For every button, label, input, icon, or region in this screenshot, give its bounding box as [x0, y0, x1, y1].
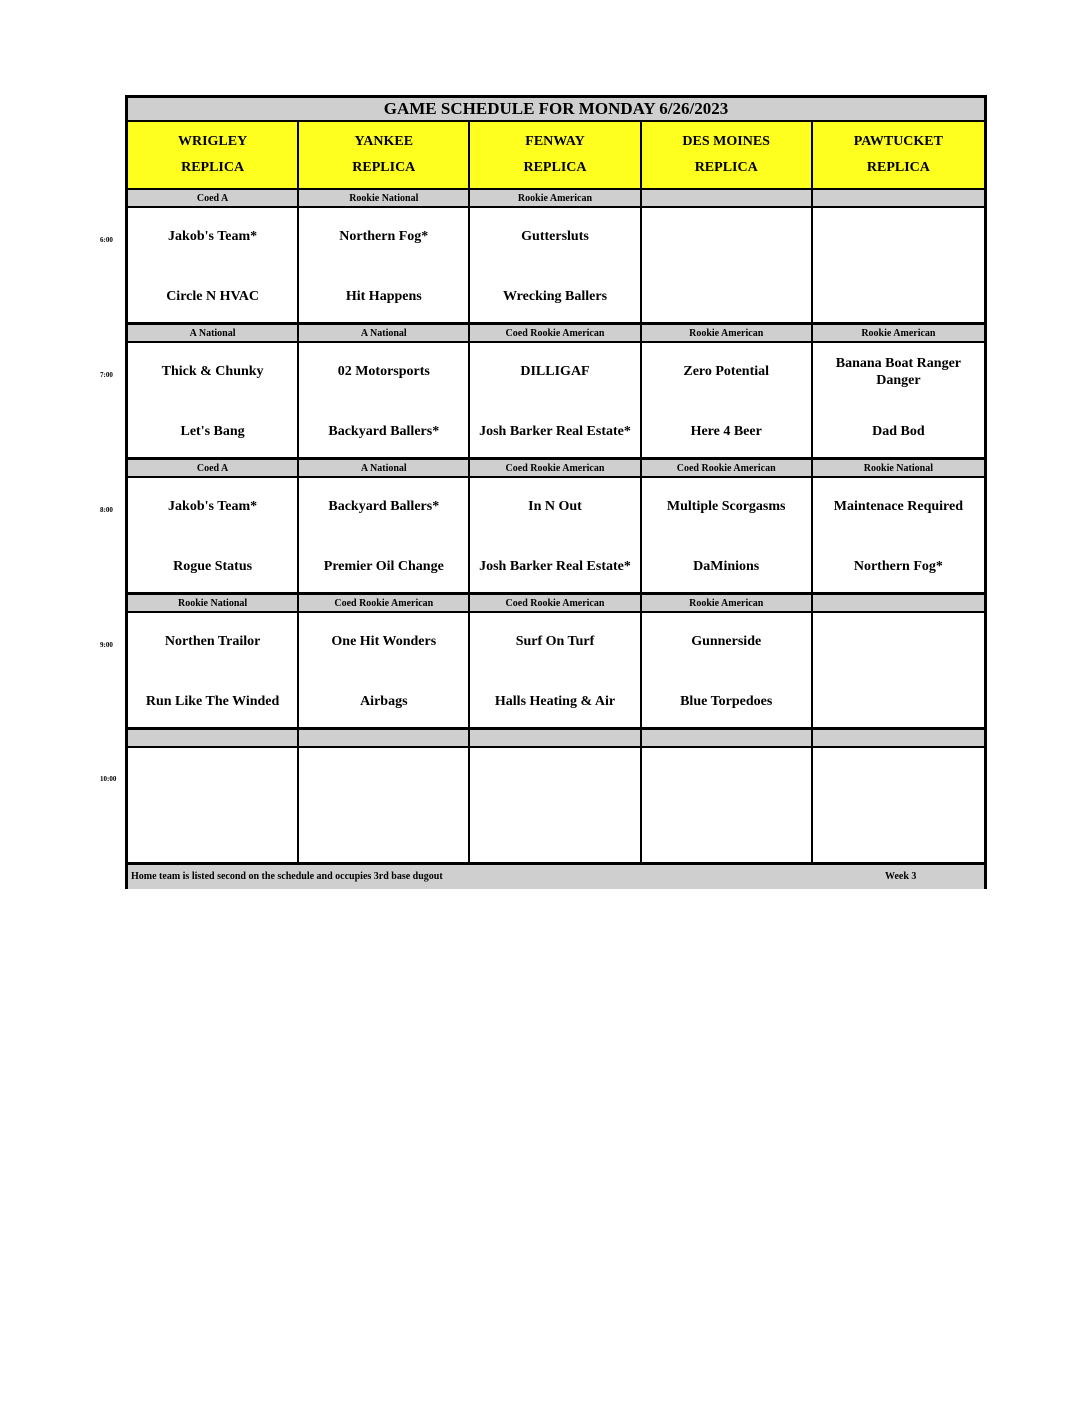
field-header: [470, 122, 641, 190]
away-team: In N Out: [528, 499, 582, 514]
game-cell: [813, 208, 984, 325]
division-label: [470, 730, 641, 748]
game-cell: [470, 343, 641, 460]
division-label: Coed Rookie American: [470, 595, 641, 613]
game-cell: [813, 748, 984, 865]
division-label: Coed A: [128, 190, 299, 208]
division-label: A National: [299, 460, 470, 478]
game-cell: [642, 478, 813, 595]
home-team: Dad Bod: [872, 424, 925, 439]
field-header: [813, 122, 984, 190]
away-team: Backyard Ballers*: [328, 499, 440, 514]
time-label: 9:00: [100, 641, 113, 649]
home-team: Premier Oil Change: [323, 559, 444, 574]
game-cell: [470, 208, 641, 325]
away-team: Thick & Chunky: [161, 364, 264, 379]
division-label: [813, 190, 984, 208]
division-label: Rookie National: [813, 460, 984, 478]
away-team: Jakob's Team*: [168, 499, 258, 514]
home-team: Rogue Status: [173, 559, 253, 574]
game-cell: [642, 613, 813, 730]
time-label: 7:00: [100, 371, 113, 379]
week-label: Week 3: [885, 871, 917, 882]
field-header: [128, 122, 299, 190]
field-type: REPLICA: [352, 160, 416, 175]
division-label: [813, 730, 984, 748]
division-label: [642, 730, 813, 748]
time-label: 10:00: [100, 775, 117, 783]
home-team: Hit Happens: [345, 289, 422, 304]
game-cell: [470, 613, 641, 730]
home-team: Airbags: [360, 694, 408, 709]
home-team: Circle N HVAC: [166, 289, 259, 304]
field-type: REPLICA: [694, 160, 758, 175]
field-header: [642, 122, 813, 190]
game-cell: [642, 208, 813, 325]
division-label: [128, 730, 299, 748]
time-label: 8:00: [100, 506, 113, 514]
field-name: DES MOINES: [682, 134, 770, 149]
division-label: Rookie National: [299, 190, 470, 208]
home-team: Wrecking Ballers: [502, 289, 608, 304]
division-label: A National: [299, 325, 470, 343]
game-cell: [470, 478, 641, 595]
game-cell: [642, 748, 813, 865]
home-team: Northern Fog*: [853, 559, 943, 574]
division-label: Coed Rookie American: [299, 595, 470, 613]
game-cell: [299, 343, 470, 460]
game-cell: [128, 343, 299, 460]
home-team: Here 4 Beer: [690, 424, 762, 439]
game-cell: [642, 343, 813, 460]
division-label: [813, 595, 984, 613]
field-name: YANKEE: [354, 134, 414, 149]
home-team: Josh Barker Real Estate*: [479, 559, 631, 574]
game-cell: [470, 748, 641, 865]
home-team: Blue Torpedoes: [680, 694, 773, 709]
field-name: WRIGLEY: [177, 134, 248, 149]
game-cell: [813, 613, 984, 730]
footer-note: Home team is listed second on the schedule and occupies 3rd base dugout: [131, 871, 443, 882]
division-label: A National: [128, 325, 299, 343]
away-team: Jakob's Team*: [168, 229, 258, 244]
home-team: Halls Heating & Air: [494, 694, 616, 709]
home-team: Run Like The Winded: [145, 694, 280, 709]
schedule-footer: [128, 865, 984, 889]
schedule-table: [125, 95, 987, 889]
division-label: [299, 730, 470, 748]
away-team: Maintenace Required: [833, 499, 963, 514]
home-team: DaMinions: [693, 559, 760, 574]
game-cell: [813, 343, 984, 460]
home-team: Josh Barker Real Estate*: [479, 424, 631, 439]
division-label: [642, 190, 813, 208]
game-cell: [299, 208, 470, 325]
away-team: Guttersluts: [521, 229, 589, 244]
away-team: 02 Motorsports: [337, 364, 430, 379]
home-team: Backyard Ballers*: [328, 424, 440, 439]
away-team: One Hit Wonders: [331, 634, 437, 649]
division-label: Coed Rookie American: [642, 460, 813, 478]
away-team: Gunnerside: [691, 634, 762, 649]
away-team: Northen Trailor: [164, 634, 261, 649]
field-name: FENWAY: [525, 134, 585, 149]
away-team: DILLIGAF: [520, 364, 590, 379]
division-label: Rookie American: [470, 190, 641, 208]
game-cell: [299, 478, 470, 595]
field-name: PAWTUCKET: [853, 134, 943, 149]
division-label: Rookie National: [128, 595, 299, 613]
game-cell: [299, 613, 470, 730]
game-cell: [128, 208, 299, 325]
away-team: Northern Fog*: [339, 229, 429, 244]
division-label: Rookie American: [642, 595, 813, 613]
division-label: Coed Rookie American: [470, 325, 641, 343]
away-team: Zero Potential: [683, 364, 770, 379]
division-label: Coed A: [128, 460, 299, 478]
field-type: REPLICA: [523, 160, 587, 175]
away-team: Banana Boat Ranger Danger: [835, 356, 961, 388]
field-type: REPLICA: [866, 160, 930, 175]
home-team: Let's Bang: [180, 424, 245, 439]
game-cell: [128, 748, 299, 865]
division-label: Rookie American: [642, 325, 813, 343]
game-cell: [128, 478, 299, 595]
schedule-title: GAME SCHEDULE FOR MONDAY 6/26/2023: [128, 98, 984, 122]
game-cell: [299, 748, 470, 865]
time-label: 6:00: [100, 236, 113, 244]
away-team: Multiple Scorgasms: [666, 499, 786, 514]
division-label: Coed Rookie American: [470, 460, 641, 478]
away-team: Surf On Turf: [515, 634, 595, 649]
field-header: [299, 122, 470, 190]
game-cell: [128, 613, 299, 730]
game-cell: [813, 478, 984, 595]
field-type: REPLICA: [181, 160, 245, 175]
division-label: Rookie American: [813, 325, 984, 343]
